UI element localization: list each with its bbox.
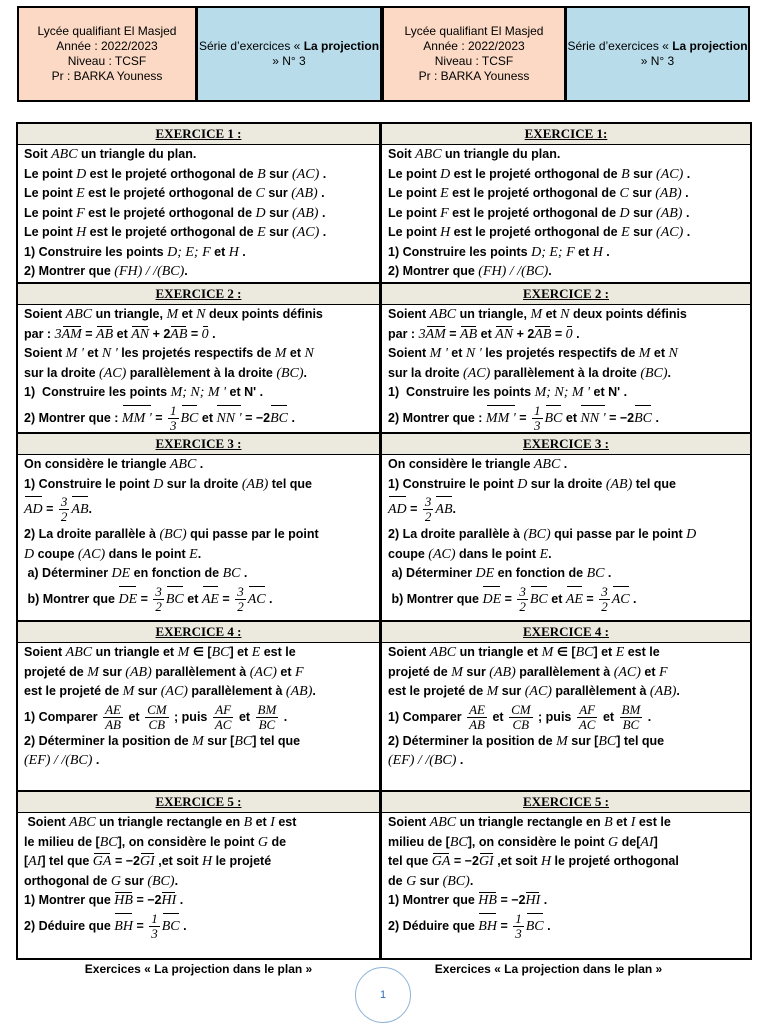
exercise-line: 1) Construire les points D; E; F et H . (24, 244, 246, 260)
exercise-line: AD = $\frac{3}{2}$ AB. (24, 494, 93, 525)
teacher-name: Pr : BARKA Youness (51, 69, 163, 83)
page-number: 1 (355, 967, 411, 1023)
exercise-line: coupe (AC) dans le point E. (388, 546, 552, 562)
exercise-line: 1) Construire le point D sur la droite (AB) tel que (24, 476, 313, 492)
teacher-name: Pr : BARKA Youness (418, 69, 530, 83)
exercise-line: est le projeté de M sur (AC) parallèlement à (AB). (24, 684, 316, 699)
exercise-line: Soient M ' et N ' les projetés respectifs de M et N (388, 346, 678, 361)
footer-caption-left: Exercices « La projection dans le plan » (84, 962, 313, 976)
school-name: Lycée qualifiant El Masjed (404, 24, 544, 38)
exercise-line: par : 3AM = AB et AN + 2AB = 0 . (388, 325, 745, 345)
exercise-title: EXERCICE 5 : (18, 792, 379, 813)
exercise-line: 1) Comparer $\frac{AE}{AB}$ et $\frac{CM}{CB}$ ; puis $\frac{AF}{AC}$ et $\frac{BM}{BC}$ . (24, 701, 288, 732)
exercise-line: 1) Montrer que HB = −2HI . (388, 891, 745, 911)
exercise-line: 1) Construire les points M; N; M ' et N' . (388, 385, 628, 400)
exercise-line: le milieu de [BC], on considère le point G de (24, 834, 287, 850)
exercise-line: Soient ABC un triangle rectangle en B et I est (24, 815, 297, 830)
exercise-1 (18, 124, 379, 284)
exercise-line: projeté de M sur (AB) parallèlement à (AC) et F (388, 664, 668, 680)
exercise-line: 1) Construire les points D; E; F et H . (388, 244, 610, 260)
exercise-line: 2) Montrer que (FH) / /(BC). (24, 264, 188, 279)
exercise-title: EXERCICE 4 : (382, 622, 750, 643)
exercise-line: 1) Construire le point D sur la droite (AB) tel que (388, 476, 677, 492)
exercise-line: 2) Déduire que BH = $\frac{1}{3}$ BC . (24, 910, 187, 941)
exercise-line: 2) Déduire que BH = $\frac{1}{3}$ BC . (388, 910, 551, 941)
exercise-line: 2) Montrer que : MM ' = $\frac{1}{3}$ BC et NN ' = −2BC . (24, 402, 295, 433)
exercise-line: Le point E est le projeté orthogonal de C sur (AB) . (388, 186, 689, 201)
series-title: Série d’exercices « La projection » N° 3 (567, 39, 748, 68)
exercise-title: EXERCICE 1: (382, 124, 750, 145)
exercise-line: Soient ABC un triangle et M ∈ [BC] et E est le (24, 645, 296, 660)
exercise-line: Le point E est le projeté orthogonal de C sur (AB) . (24, 186, 325, 201)
exercise-line: Soit ABC un triangle du plan. (388, 147, 561, 162)
exercise-line: 1) Comparer $\frac{AE}{AB}$ et $\frac{CM}{CB}$ ; puis $\frac{AF}{AC}$ et $\frac{BM}{BC}$ . (388, 701, 652, 732)
exercise-line: milieu de [BC], on considère le point G de[AI] (388, 834, 658, 850)
exercise-4 (382, 622, 750, 792)
exercise-column-right (380, 122, 752, 960)
exercise-line: Le point F est le projeté orthogonal de D sur (AB) . (24, 205, 326, 221)
exercise-line: Soient ABC un triangle, M et N deux points définis (388, 307, 687, 322)
school-year: Année : 2022/2023 (423, 39, 525, 53)
exercise-title: EXERCICE 3 : (382, 434, 750, 455)
exercise-line: par : 3AM = AB et AN + 2AB = 0 . (24, 325, 374, 345)
exercise-line: 2) Déterminer la position de M sur [BC] tel que (388, 733, 665, 749)
header-school-box-right (382, 6, 566, 102)
school-name: Lycée qualifiant El Masjed (37, 24, 177, 38)
exercise-line: a) Déterminer DE en fonction de BC . (388, 566, 612, 581)
exercise-line: On considère le triangle ABC . (388, 457, 568, 472)
exercise-line: On considère le triangle ABC . (24, 457, 204, 472)
exercise-column-left (16, 122, 381, 960)
exercise-title: EXERCICE 2 : (382, 284, 750, 305)
exercise-line: (EF) / /(BC) . (388, 753, 464, 769)
exercise-line: 2) Montrer que (FH) / /(BC). (388, 264, 552, 279)
header-school-box-left (17, 6, 197, 102)
exercise-line: 1) Montrer que HB = −2HI . (24, 891, 374, 911)
exercise-line: D coupe (AC) dans le point E. (24, 546, 202, 562)
exercise-title: EXERCICE 1 : (18, 124, 379, 145)
exercise-line: projeté de M sur (AB) parallèlement à (AC) et F (24, 664, 304, 680)
exercise-3 (18, 434, 379, 622)
exercise-3 (382, 434, 750, 622)
exercise-5 (382, 792, 750, 958)
exercise-line: b) Montrer que DE = $\frac{3}{2}$ BC et AE = $\frac{3}{2}$ AC . (388, 583, 637, 614)
exercise-line: Le point D est le projeté orthogonal de B sur (AC) . (388, 166, 691, 182)
exercise-line: sur la droite (AC) parallèlement à la droite (BC). (24, 365, 308, 381)
exercise-line: 1) Construire les points M; N; M ' et N' . (24, 385, 264, 400)
exercise-line: 2) Déterminer la position de M sur [BC] tel que (24, 733, 301, 749)
header-title-box-left (196, 6, 382, 102)
exercise-line: [AI] tel que GA = −2GI ,et soit H le projeté (24, 852, 374, 872)
series-title: Série d’exercices « La projection » N° 3 (198, 39, 380, 68)
exercise-line: 2) La droite parallèle à (BC) qui passe par le point (24, 527, 319, 542)
exercise-line: (EF) / /(BC) . (24, 753, 100, 769)
exercise-line: 2) Montrer que : MM ' = $\frac{1}{3}$ BC et NN ' = −2BC . (388, 402, 659, 433)
exercise-line: b) Montrer que DE = $\frac{3}{2}$ BC et AE = $\frac{3}{2}$ AC . (24, 583, 273, 614)
exercise-line: orthogonal de G sur (BC). (24, 873, 179, 889)
exercise-line: Le point F est le projeté orthogonal de D sur (AB) . (388, 205, 690, 221)
exercise-line: Le point H est le projeté orthogonal de E sur (AC) . (24, 225, 327, 240)
exercise-5 (18, 792, 379, 958)
exercise-2 (382, 284, 750, 434)
school-level: Niveau : TCSF (434, 54, 514, 68)
exercise-line: a) Déterminer DE en fonction de BC . (24, 566, 248, 581)
exercise-title: EXERCICE 3 : (18, 434, 379, 455)
exercise-line: AD = $\frac{3}{2}$ AB. (388, 494, 457, 525)
exercise-line: Soit ABC un triangle du plan. (24, 147, 197, 162)
exercise-title: EXERCICE 4 : (18, 622, 379, 643)
header-title-box-right (565, 6, 750, 102)
exercise-line: Le point H est le projeté orthogonal de E sur (AC) . (388, 225, 691, 240)
exercise-line: Le point D est le projeté orthogonal de B sur (AC) . (24, 166, 327, 182)
footer-caption-right: Exercices « La projection dans le plan » (434, 962, 663, 976)
exercise-line: sur la droite (AC) parallèlement à la droite (BC). (388, 365, 672, 381)
exercise-line: Soient ABC un triangle et M ∈ [BC] et E est le (388, 645, 660, 660)
exercise-line: de G sur (BC). (388, 873, 474, 889)
exercise-1 (382, 124, 750, 284)
exercise-line: tel que GA = −2GI ,et soit H le projeté orthogonal (388, 852, 745, 872)
exercise-line: Soient M ' et N ' les projetés respectifs de M et N (24, 346, 314, 361)
exercise-line: Soient ABC un triangle rectangle en B et I est le (388, 815, 671, 830)
exercise-2 (18, 284, 379, 434)
exercise-line: Soient ABC un triangle, M et N deux points définis (24, 307, 323, 322)
exercise-line: 2) La droite parallèle à (BC) qui passe par le point D (388, 527, 697, 542)
school-level: Niveau : TCSF (67, 54, 147, 68)
exercise-title: EXERCICE 5 : (382, 792, 750, 813)
exercise-4 (18, 622, 379, 792)
exercise-title: EXERCICE 2 : (18, 284, 379, 305)
exercise-line: est le projeté de M sur (AC) parallèlement à (AB). (388, 684, 680, 699)
school-year: Année : 2022/2023 (56, 39, 158, 53)
